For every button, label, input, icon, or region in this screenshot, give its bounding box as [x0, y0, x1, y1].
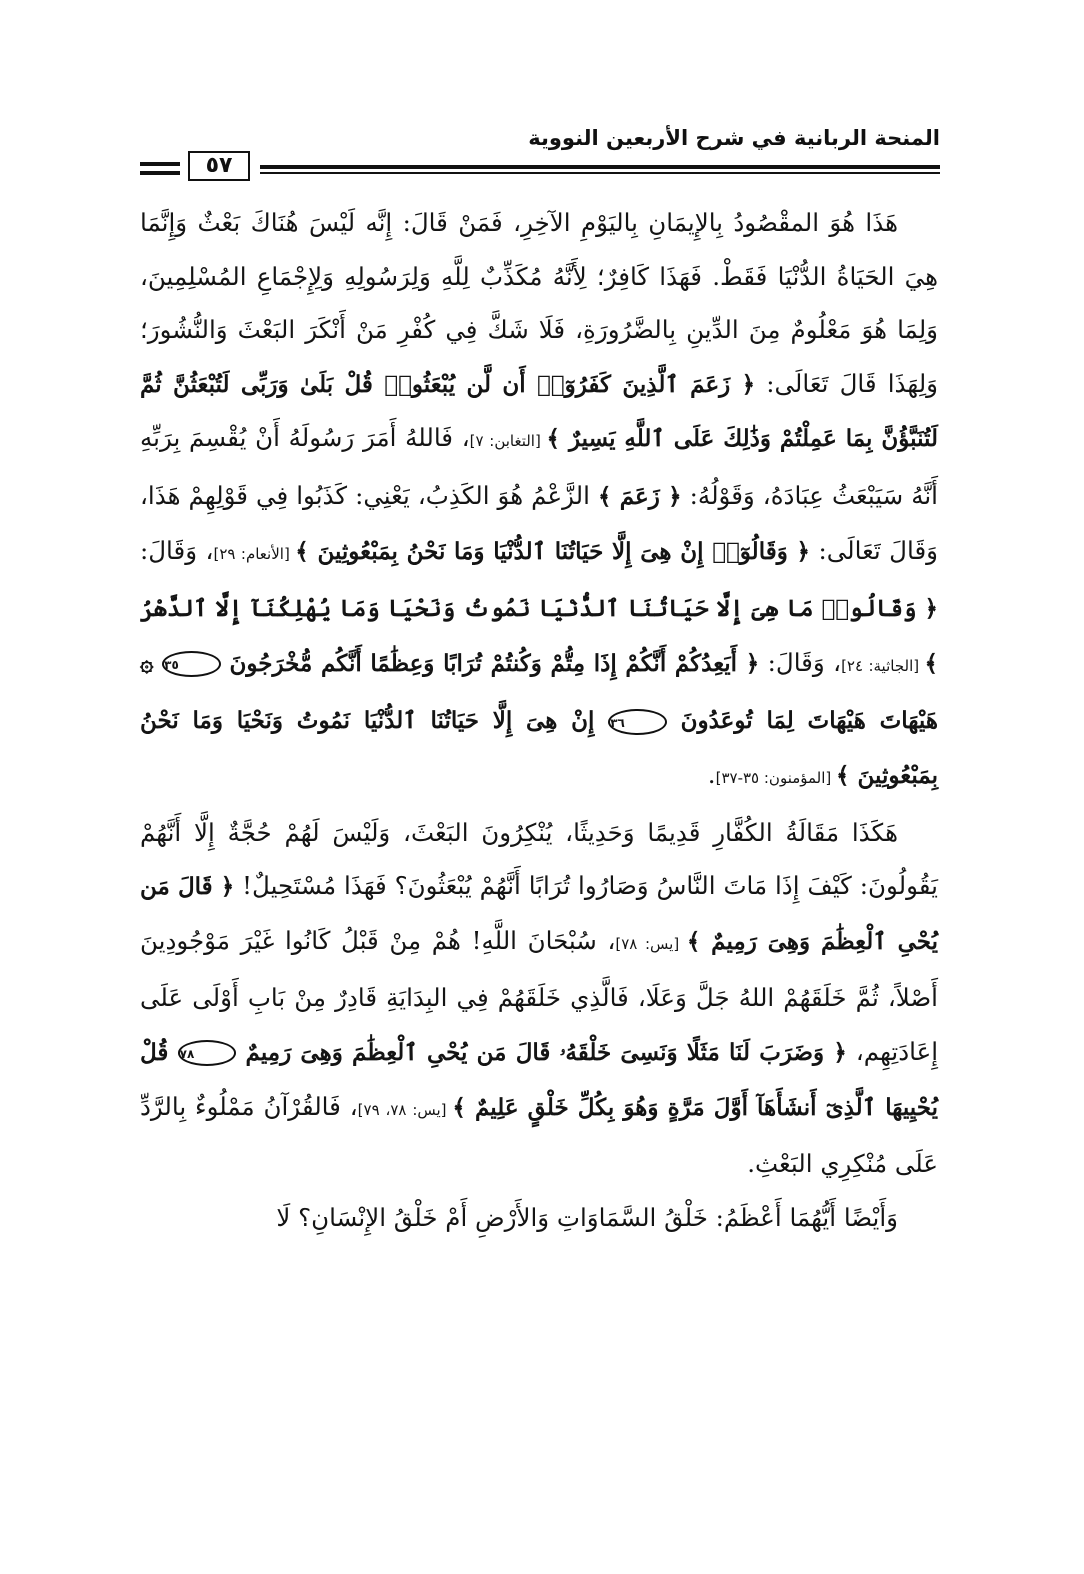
- body-text: ، فَاللهُ أَمَرَ رَسُولَهُ أَنْ يُقْسِمَ بِرَبِّهِ أَنَّهُ سَيَبْعَثُ عِبَادَهُ، وَقَوْلُهُ:: [140, 423, 938, 510]
- quran-verse: ۞ هَيْهَاتَ هَيْهَاتَ لِمَا تُوعَدُونَ: [140, 649, 938, 735]
- quran-verse: ﴿ وَقَالُوٓا۟ إِنْ هِىَ إِلَّا حَيَاتُنَا ٱلدُّنْيَا وَمَا نَحْنُ بِمَبْعُوثِينَ ﴾: [295, 537, 810, 565]
- quran-verse: ﴿ زَعَمَ ﴾: [597, 482, 682, 510]
- body-text: ، وَقَالَ:: [759, 647, 842, 677]
- verse-reference: [الجاثية: ٢٤]: [841, 656, 925, 675]
- page-number: ٥٧: [188, 151, 250, 181]
- body-text: وَأَيْضًا أَيُّهُمَا أَعْظَمُ: خَلْقُ السَّمَاوَاتِ وَالأَرْضِ أَمْ خَلْقُ الإِنْسَانِ؟ لَا: [276, 1202, 898, 1232]
- verse-number-marker: ٣٥: [162, 651, 221, 677]
- header-rule: [260, 165, 940, 169]
- paragraph: [140, 806, 938, 1191]
- header-rule-left-top: [140, 162, 180, 166]
- body-text: هَكَذَا مَقَالَةُ الكُفَّارِ قَدِيمًا وَحَدِيثًا، يُنْكِرُونَ البَعْثَ، وَلَيْسَ لَهُمْ حُجَّةٌ إِلَّا أَنَّهُمْ يَقُولُونَ: كَيْفَ إِذَا مَاتَ النَّاسُ وَصَارُوا تُرَابًا أَنَّهُمْ يُبْعَثُونَ؟ فَهَذَا مُسْتَحِيلٌ!: [140, 817, 938, 901]
- book-title: المنحة الربانية في شرح الأربعين النووية: [528, 126, 940, 150]
- quran-verse: قُلْ يُحْيِيهَا ٱلَّذِىٓ أَنشَأَهَآ أَوَّلَ مَرَّةٍ وَهُوَ بِكُلِّ خَلْقٍ عَلِيمٌ ﴾: [140, 1038, 938, 1121]
- verse-reference: [الأنعام: ٢٩]: [213, 544, 296, 563]
- quran-verse: ﴿ أَيَعِدُكُمْ أَنَّكُمْ إِذَا مِتُّمْ وَكُنتُمْ تُرَابًا وَعِظَٰمًا أَنَّكُم مُّخْرَجُونَ: [220, 649, 760, 677]
- body-text: ، فَالقُرْآنُ مَمْلُوءٌ بِالرَّدِّ عَلَى مُنْكِرِي البَعْثِ.: [140, 1091, 938, 1179]
- header-rule-left-bottom: [140, 171, 180, 175]
- verse-reference: [المؤمنون: ٣٥-٣٧]: [715, 768, 837, 787]
- verse-reference: [يس: ٧٨، ٧٩]: [357, 1100, 453, 1119]
- body-text: ، وَقَالَ:: [140, 535, 214, 565]
- body-text: هَذَا هُوَ المقْصُودُ بِالإِيمَانِ بِاليَوْمِ الآخِرِ، فَمَنْ قَالَ: إِنَّه لَيْسَ هُنَاكَ بَعْثٌ وَإِنَّمَا هِيَ الحَيَاةُ الدُّنْيَا فَقَطْ. فَهَذَا كَافِرٌ؛ لِأَنَّهُ مُكَذِّبٌ لِلَّهِ وَلِرَسُولِهِ وَلِإِجْمَاعِ المُسْلِمِينَ، وَلِمَا هُوَ مَعْلُومٌ مِنَ الدِّينِ بِالضَّرُورَةِ، فَلَا شَكَّ فِي كُفْرِ مَنْ أَنْكَرَ البَعْثَ وَالنُّشُورَ؛ وَلِهَذَا قَالَ تَعَالَى:: [140, 208, 938, 398]
- quran-verse: إِنْ هِىَ إِلَّا حَيَاتُنَا ٱلدُّنْيَا نَمُوتُ وَنَحْيَا وَمَا نَحْنُ بِمَبْعُوثِينَ ﴾: [140, 707, 938, 789]
- verse-number-marker: ٧٨: [178, 1040, 237, 1066]
- paragraph: [140, 196, 938, 806]
- quran-verse: ﴿ وَضَرَبَ لَنَا مَثَلًا وَنَسِىَ خَلْقَهُۥ قَالَ مَن يُحْىِ ٱلْعِظَٰمَ وَهِىَ رَمِيمٌ: [236, 1038, 847, 1066]
- quran-verse: ﴿ وَقَالُوا۟ مَا هِىَ إِلَّا حَيَاتُنَا ٱلدُّنْيَا نَمُوتُ وَنَحْيَا وَمَا يُهْلِكُنَآ إِلَّا ٱلدَّهْرُ ﴾: [140, 595, 939, 677]
- quran-verse: ﴿ قَالَ مَن يُحْىِ ٱلْعِظَٰمَ وَهِىَ رَمِيمٌ ﴾: [140, 873, 938, 955]
- verse-reference: [يس: ٧٨]: [615, 934, 687, 953]
- paragraph: [140, 1191, 938, 1245]
- verse-number-marker: ٣٦: [608, 709, 667, 735]
- page-header: [140, 122, 940, 182]
- verse-reference: [التغابن: ٧]: [469, 432, 547, 451]
- header-rule-thin: [260, 172, 940, 174]
- quran-verse: ﴿ زَعَمَ ٱلَّذِينَ كَفَرُوٓا۟ أَن لَّن يُبْعَثُوا۟ قُلْ بَلَىٰ وَرَبِّى لَتُبْعَثُنَّ ثُمَّ لَتُنَبَّؤُنَّ بِمَا عَمِلْتُمْ وَذَٰلِكَ عَلَى ٱللَّهِ يَسِيرٌ ﴾: [140, 370, 938, 453]
- body-text: ، سُبْحَانَ اللَّهِ! هُمْ مِنْ قَبْلُ كَانُوا غَيْرَ مَوْجُودِينَ أَصْلاً، ثُمَّ خَلَقَهُمْ اللهُ جَلَّ وَعَلَا، فَالَّذِي خَلَقَهُمْ فِي البِدَايَةِ قَادِرٌ مِنْ بَابِ أَوْلَى عَلَى إِعَادَتِهِم،: [140, 925, 939, 1066]
- page-body: [140, 196, 938, 1244]
- body-text: .: [707, 759, 716, 789]
- body-text: الزَّعْمُ هُوَ الكَذِبُ، يَعْنِي: كَذَبُوا فِي قَوْلِهِمْ هَذَا، وَقَالَ تَعَالَى:: [140, 480, 938, 565]
